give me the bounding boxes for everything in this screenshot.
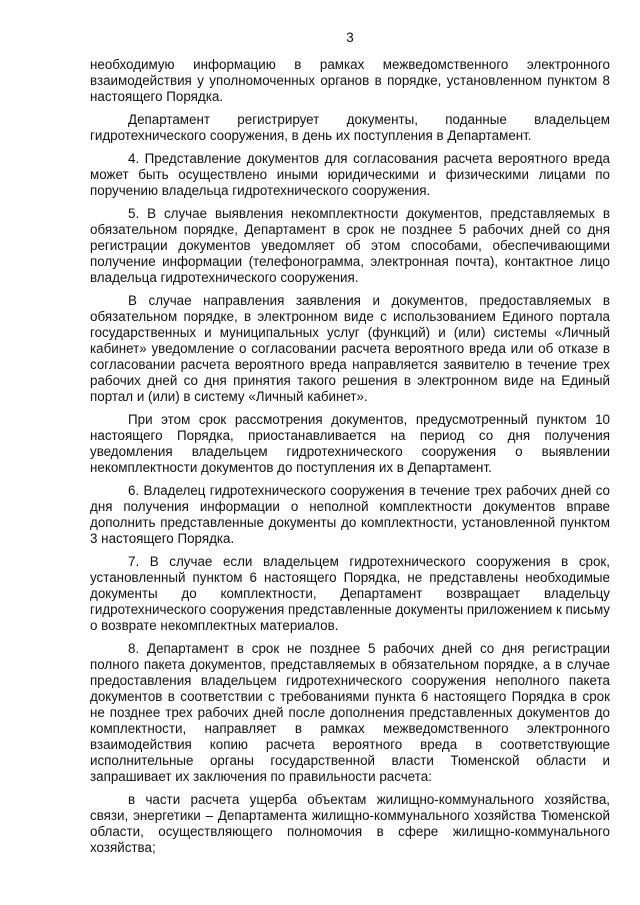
paragraph-housing-utilities: в части расчета ущерба объектам жилищно-коммунального хозяйства, связи, энергетики – Департамента жилищно-коммунального хозяйства Тюменской области, осуществляющего полномочия в сфере жилищно-коммунального хозяйства; xyxy=(90,792,610,855)
paragraph-item-6: 6. Владелец гидротехнического сооружения в течение трех рабочих дней со дня получения информации о неполной комплектности документов вправе дополнить представленные документы до комплектности, установленной пунктом 3 настоящего Порядка. xyxy=(90,483,610,546)
paragraph-item-7: 7. В случае если владельцем гидротехнического сооружения в срок, установленный пунктом 6 настоящего Порядка, не представлены необходимые документы до комплектности, Департамент возвращает владельцу гидротехнического сооружения представленные документы приложением к письму о возврате некомплектных материалов. xyxy=(90,554,610,633)
paragraph-continuation: необходимую информацию в рамках межведомственного электронного взаимодействия у уполномоченных органов в порядке, установленном пунктом 8 настоящего Порядка. xyxy=(90,57,610,104)
paragraph-electronic-submission: В случае направления заявления и документов, предоставляемых в обязательном порядке, в электронном виде с использованием Единого портала государственных и муниципальных услуг (функций) и (или) системы «Личный кабинет» уведомление о согласовании расчета вероятного вреда или об отказе в согласовании расчета вероятного вреда направляется заявителю в течение трех рабочих дней со дня принятия такого решения в электронном виде на Единый портал и (или) в систему «Личный кабинет». xyxy=(90,293,610,404)
paragraph-item-4: 4. Представление документов для согласования расчета вероятного вреда может быть осуществлено иными юридическими и физическими лицами по поручению владельца гидротехнического сооружения. xyxy=(90,151,610,198)
page-number: 3 xyxy=(346,30,354,45)
paragraph-item-5: 5. В случае выявления некомплектности документов, представляемых в обязательном порядке, Департамент в срок не позднее 5 рабочих дней со дня регистрации документов уведомляет об этом способами, обеспечивающими получение информации (телефонограмма, электронная почта), контактное лицо владельца гидротехнического сооружения. xyxy=(90,206,610,285)
paragraph-item-8: 8. Департамент в срок не позднее 5 рабочих дней со дня регистрации полного пакета документов, представляемых в обязательном порядке, а в случае предоставления владельцем гидротехнического сооружения неполного пакета документов в соответствии с требованиями пункта 6 настоящего Порядка в срок не позднее трех рабочих дней после дополнения представленных документов до комплектности, направляет в рамках межведомственного электронного взаимодействия копию расчета вероятного вреда в соответствующие исполнительные органы государственной власти Тюменской области и запрашивает их заключения по правильности расчета: xyxy=(90,641,610,784)
paragraph-review-suspension: При этом срок рассмотрения документов, предусмотренный пунктом 10 настоящего Порядка, приостанавливается на период со дня получения уведомления владельцем гидротехнического сооружения о выявлении некомплектности документов до поступления их в Департамент. xyxy=(90,412,610,475)
paragraph-registration: Департамент регистрирует документы, поданные владельцем гидротехнического сооружения, в день их поступления в Департамент. xyxy=(90,112,610,143)
